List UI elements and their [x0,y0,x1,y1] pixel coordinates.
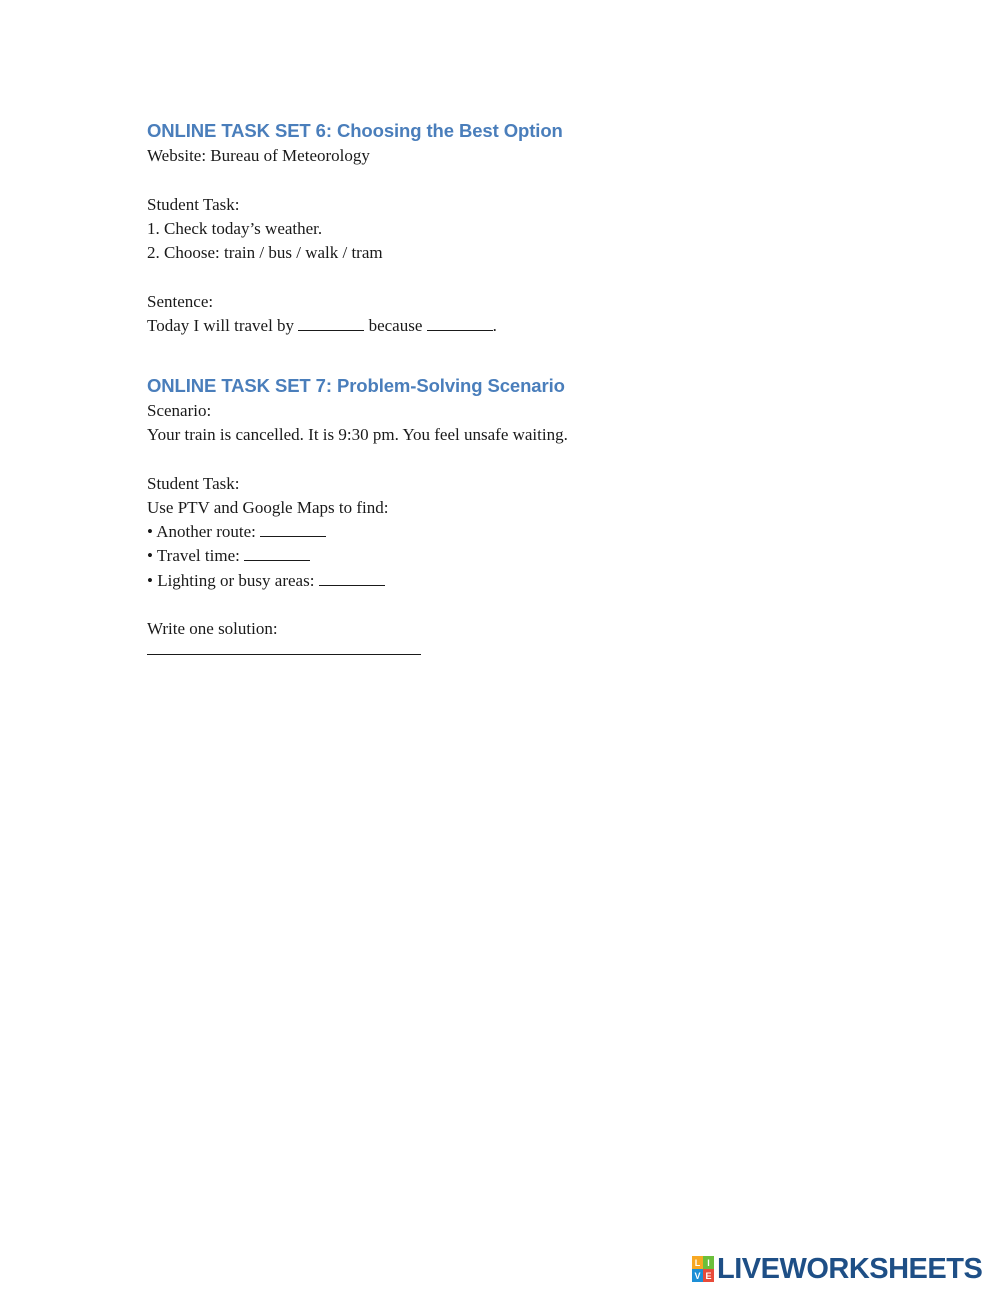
student-task-label: Student Task: [147,194,240,214]
bullet-label: • Lighting or busy areas: [147,570,319,590]
sentence-part-2: because [364,316,427,336]
student-task-label-2: Student Task: [147,473,240,493]
reason-blank[interactable] [427,329,493,331]
bullet-label: • Another route: [147,522,261,542]
solution-label: Write one solution: [147,619,278,639]
bullet-another-route [147,520,907,544]
sentence-label: Sentence: [147,291,214,311]
solution-answer-line[interactable] [147,644,421,655]
lighting-blank[interactable] [319,584,385,586]
badge-letter: V [692,1269,703,1282]
sentence-line [147,314,907,338]
scenario-text: Your train is cancelled. It is 9:30 pm. You feel unsafe waiting. [147,424,568,444]
step-2: 2. Choose: train / bus / walk / tram [147,243,383,263]
badge-letter: E [703,1269,714,1282]
sentence-part-1: Today I will travel by [147,316,299,336]
logo-badge-icon [692,1256,714,1282]
bullet-lighting [147,569,907,593]
travel-mode-blank[interactable] [298,329,364,331]
bullet-travel-time [147,544,907,568]
liveworksheets-logo [692,1254,982,1284]
sentence-part-3: . [492,316,497,336]
step-1: 1. Check today’s weather. [147,218,323,238]
bullet-label: • Travel time: [147,546,245,566]
logo-text: LIVEWORKSHEETS [717,1253,983,1285]
website-line: Website: Bureau of Meteorology [147,146,370,165]
badge-letter: L [692,1256,703,1269]
badge-letter: I [703,1256,714,1269]
travel-time-blank[interactable] [244,559,310,561]
task-set-6-heading: ONLINE TASK SET 6: Choosing the Best Option [147,120,563,141]
instruction-line: Use PTV and Google Maps to find: [147,497,389,517]
worksheet-page [147,118,907,655]
scenario-label: Scenario: [147,400,212,420]
another-route-blank[interactable] [260,535,326,537]
task-set-7-heading: ONLINE TASK SET 7: Problem-Solving Scenario [147,374,565,396]
